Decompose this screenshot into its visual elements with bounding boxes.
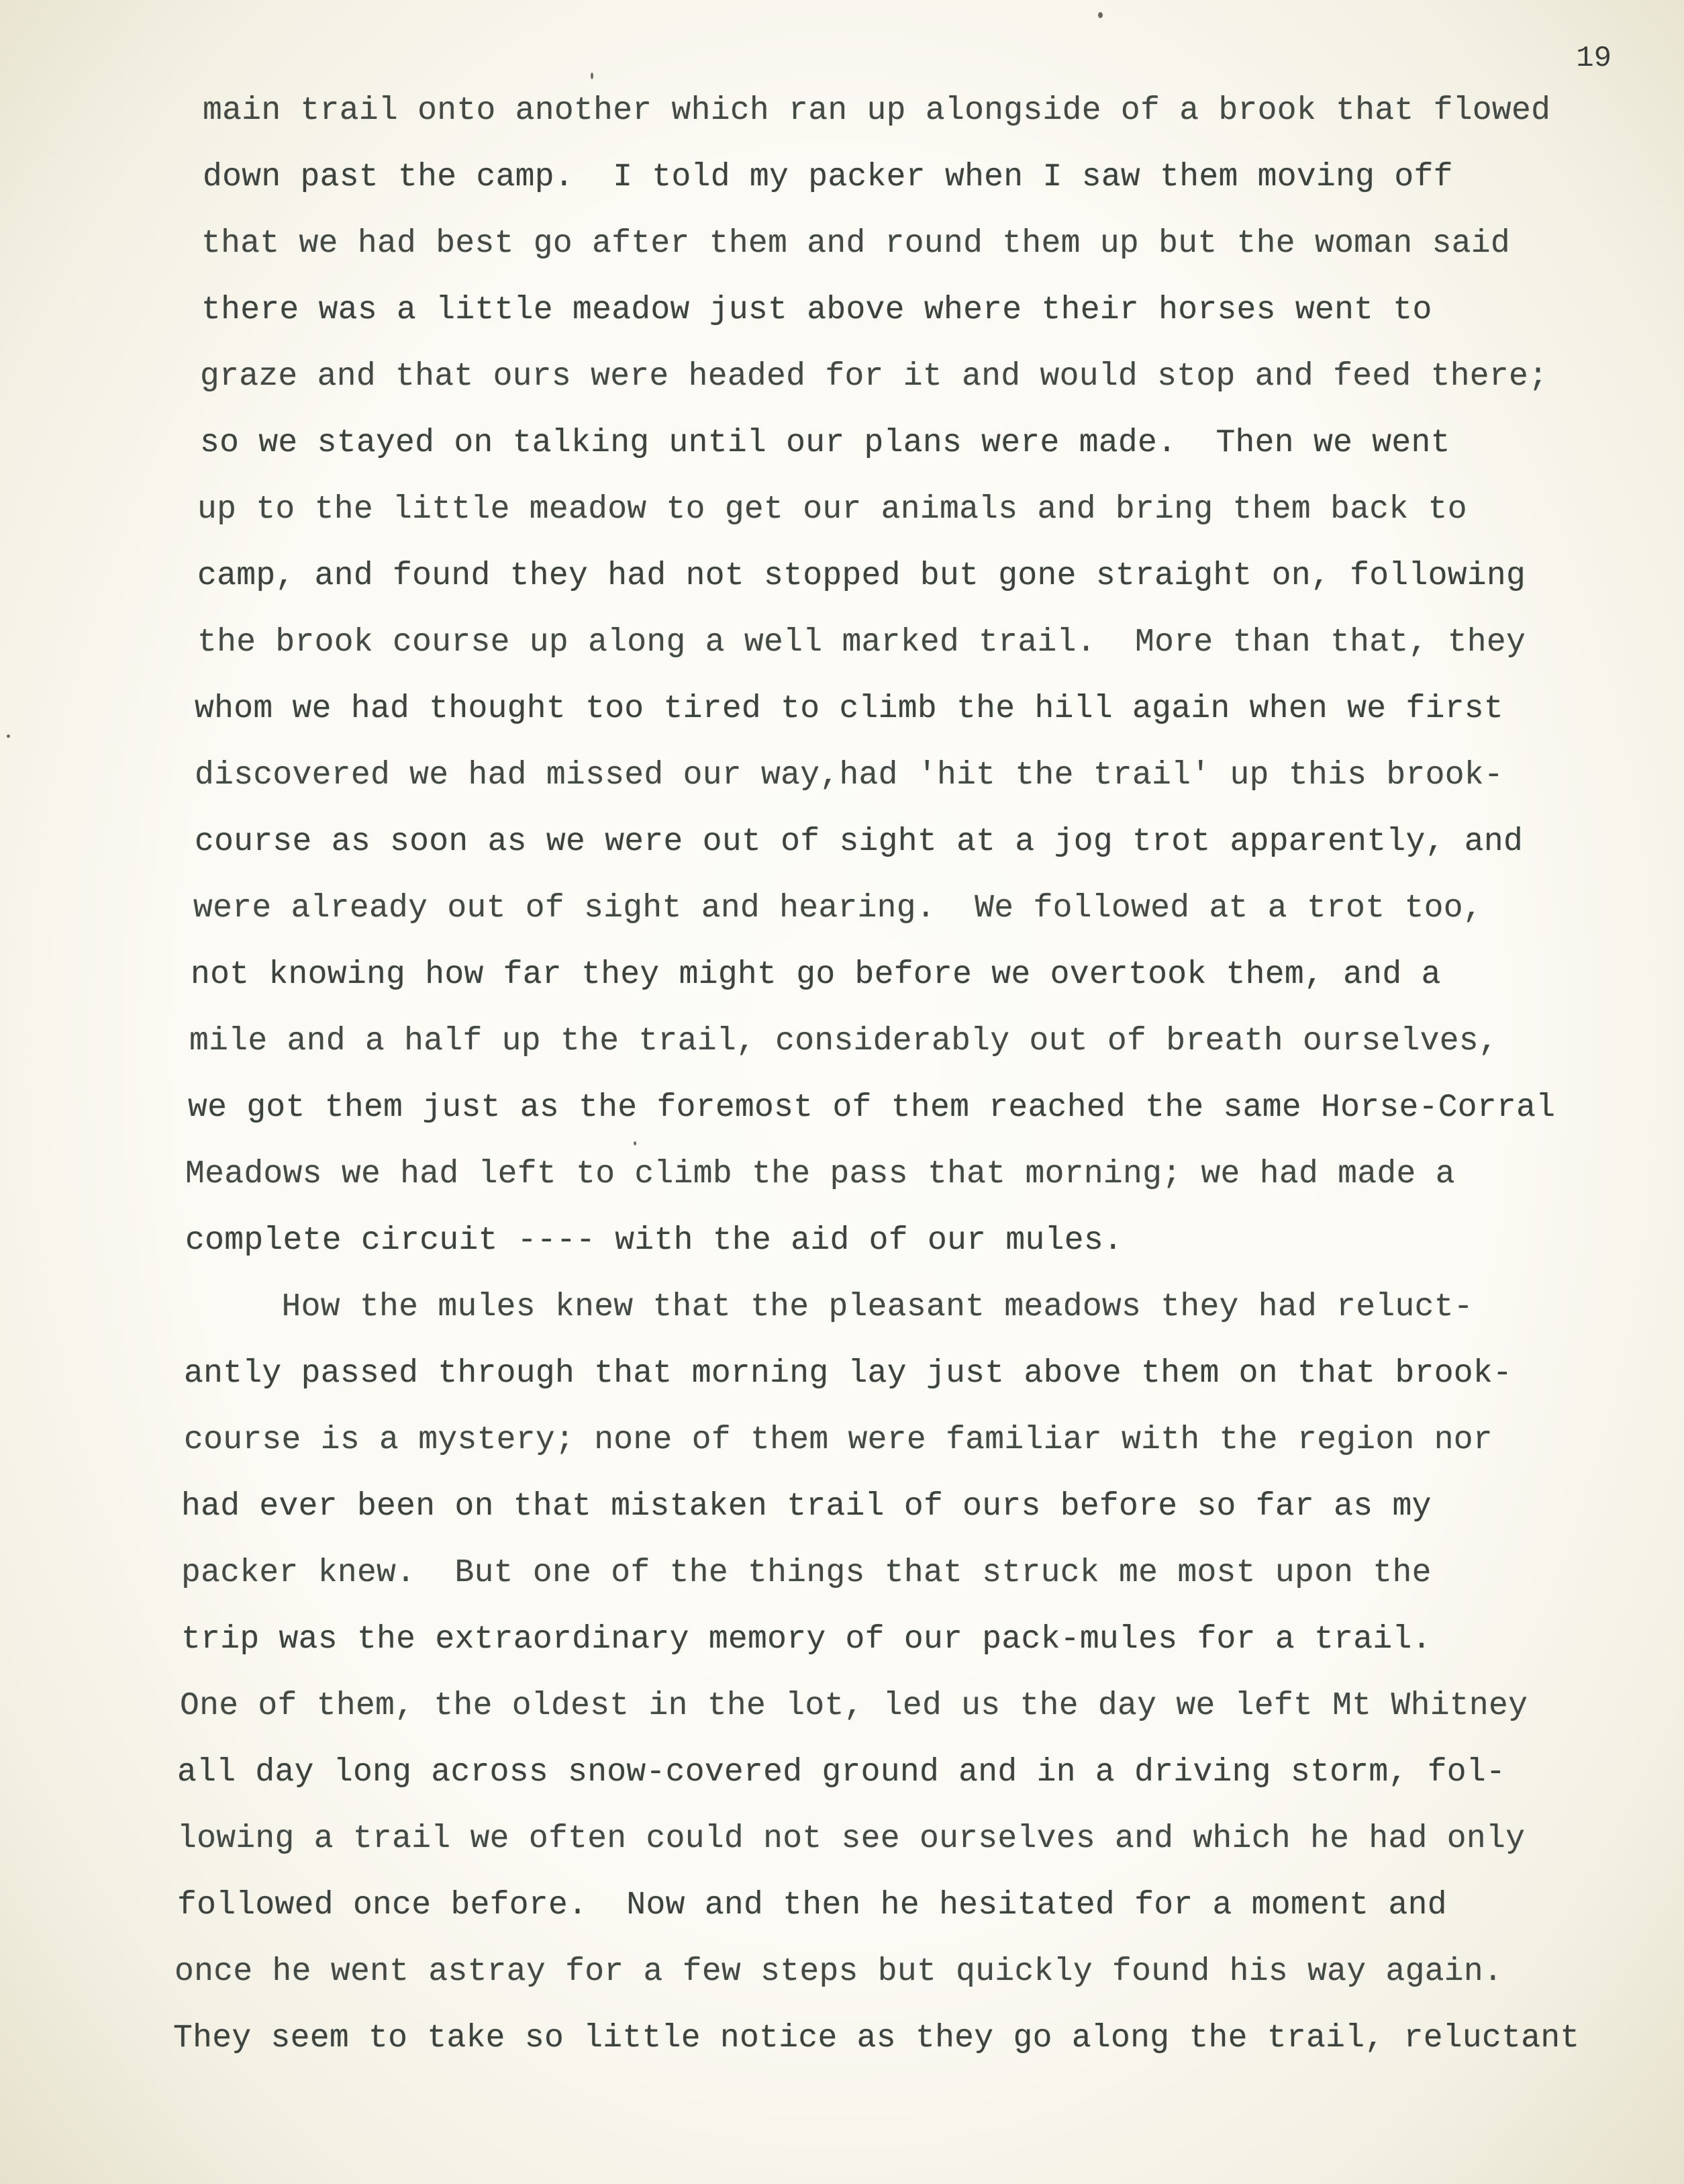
text-line: packer knew. But one of the things that struck me most upon the — [181, 1555, 1432, 1591]
text-line: down past the camp. I told my packer when I saw them moving off — [203, 159, 1453, 195]
text-line: we got them just as the foremost of them reached the same Horse-Corral — [188, 1090, 1556, 1126]
text-line: trip was the extraordinary memory of our pack-mules for a trail. — [181, 1621, 1432, 1658]
text-line: course is a mystery; none of them were familiar with the region nor — [184, 1422, 1493, 1458]
text-line: complete circuit ---- with the aid of our mules. — [185, 1223, 1124, 1259]
text-line: camp, and found they had not stopped but gone straight on, following — [197, 558, 1526, 594]
text-line: had ever been on that mistaken trail of ours before so far as my — [181, 1488, 1432, 1525]
body-text — [168, 87, 1644, 2081]
text-line: How the mules knew that the pleasant meadows they had reluct- — [184, 1289, 1473, 1325]
paper-speck — [591, 73, 593, 79]
text-line: there was a little meadow just above where their horses went to — [201, 292, 1432, 328]
page-number: 19 — [1576, 42, 1612, 75]
text-line: main trail onto another which ran up alongside of a brook that flowed — [203, 93, 1551, 129]
text-line: course as soon as we were out of sight at a jog trot apparently, and — [195, 824, 1524, 860]
text-line: antly passed through that morning lay just above them on that brook- — [184, 1356, 1513, 1392]
text-line: were already out of sight and hearing. We followed at a trot too, — [193, 890, 1483, 927]
text-line: that we had best go after them and round them up but the woman said — [201, 226, 1511, 262]
text-line: whom we had thought too tired to climb the hill again when we first — [195, 691, 1504, 727]
text-line: Meadows we had left to climb the pass that morning; we had made a — [185, 1156, 1455, 1192]
paper-speck — [1098, 12, 1103, 18]
text-line: One of them, the oldest in the lot, led us the day we left Mt Whitney — [180, 1688, 1528, 1724]
text-line: so we stayed on talking until our plans were made. Then we went — [200, 425, 1450, 461]
text-line: all day long across snow-covered ground and in a driving storm, fol- — [177, 1754, 1506, 1791]
text-line: once he went astray for a few steps but quickly found his way again. — [175, 1954, 1503, 1990]
text-line: followed once before. Now and then he hesitated for a moment and — [177, 1887, 1447, 1924]
text-line: not knowing how far they might go before we overtook them, and a — [191, 957, 1441, 993]
text-line: lowing a trail we often could not see ourselves and which he had only — [177, 1821, 1526, 1857]
paper-speck — [7, 734, 10, 738]
text-line: They seem to take so little notice as they go along the trail, reluctant — [173, 2020, 1580, 2056]
text-line: mile and a half up the trail, considerably out of breath ourselves, — [189, 1023, 1499, 1059]
text-line: the brook course up along a well marked trail. More than that, they — [197, 624, 1526, 661]
text-line: graze and that ours were headed for it and would stop and feed there; — [200, 359, 1548, 395]
text-line: up to the little meadow to get our animals and bring them back to — [197, 491, 1467, 528]
text-line: discovered we had missed our way,had 'hit the trail' up this brook- — [195, 757, 1504, 794]
